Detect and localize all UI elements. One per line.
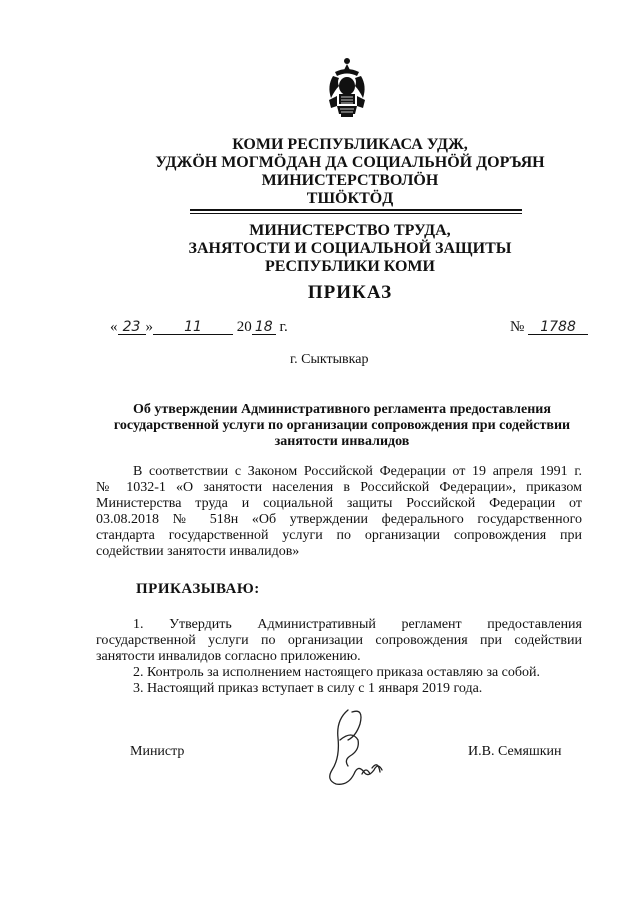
- signatory-name: И.В. Семяшкин: [468, 744, 562, 759]
- date-close-quote: »: [145, 319, 153, 335]
- date-year-prefix: 20: [236, 319, 252, 335]
- item-1-line-3: занятости инвалидов согласно приложению.: [96, 649, 361, 664]
- legal-basis-paragraph: [96, 464, 582, 560]
- order-items: [96, 617, 582, 697]
- order-date: [110, 319, 288, 336]
- header-komi-line-2: УДЖӦН МОГМӦДАН ДА СОЦИАЛЬНӦЙ ДОРЪЯН: [155, 154, 545, 171]
- handwritten-signature: [318, 700, 388, 790]
- komi-emblem-icon: [325, 56, 369, 118]
- date-year-suffix: 18: [252, 320, 276, 335]
- order-subject: [96, 402, 588, 450]
- item-3: 3. Настоящий приказ вступает в силу с 1 января 2019 года.: [133, 681, 483, 696]
- basis-line-6: содействии занятости инвалидов»: [96, 544, 300, 559]
- header-komi: [140, 136, 560, 208]
- item-1-line-1: 1. Утвердить Административный регламент предоставления: [133, 617, 582, 632]
- order-number: [510, 319, 588, 336]
- city: г. Сыктывкар: [290, 352, 369, 367]
- order-keyword: ПРИКАЗЫВАЮ:: [136, 581, 260, 597]
- item-2: 2. Контроль за исполнением настоящего приказа оставляю за собой.: [133, 665, 541, 680]
- basis-line-2: № 1032-1 «О занятости населения в Российской Федерации», приказом: [96, 480, 582, 495]
- header-divider-thick: [190, 209, 522, 211]
- header-komi-line-3: МИНИСТЕРСТВОЛӦН: [261, 172, 439, 189]
- header-ru-line-3: РЕСПУБЛИКИ КОМИ: [265, 258, 435, 275]
- number-label: №: [510, 319, 525, 335]
- subject-line-3: занятости инвалидов: [274, 434, 410, 449]
- header-komi-line-1: КОМИ РЕСПУБЛИКАСА УДЖ,: [232, 136, 468, 153]
- header-ru-line-2: ЗАНЯТОСТИ И СОЦИАЛЬНОЙ ЗАЩИТЫ: [188, 240, 512, 257]
- basis-line-4: 03.08.2018 № 518н «Об утверждении федерального государственного: [96, 512, 582, 527]
- basis-line-3: Министерства труда и социальной защиты Российской Федерации от: [96, 496, 582, 511]
- subject-line-1: Об утверждении Административного регламента предоставления: [133, 402, 551, 417]
- header-ru-line-1: МИНИСТЕРСТВО ТРУДА,: [249, 222, 451, 239]
- number-value: 1788: [528, 320, 588, 335]
- date-month: 11: [153, 320, 233, 335]
- basis-line-5: стандарта государственной услуги по организации сопровождения при: [96, 528, 582, 543]
- signatory-title: Министр: [130, 744, 185, 759]
- item-1-line-2: государственной услуги по организации сопровождения при содействии: [96, 633, 582, 648]
- date-suffix: г.: [279, 319, 288, 335]
- header-russian: [140, 222, 560, 276]
- header-divider-thin: [190, 213, 522, 214]
- header-komi-line-4: ТШӦКТӦД: [306, 190, 394, 207]
- document-title: ПРИКАЗ: [307, 282, 393, 303]
- date-open-quote: «: [110, 319, 118, 335]
- basis-line-1: В соответствии с Законом Российской Федерации от 19 апреля 1991 г.: [133, 464, 582, 479]
- subject-line-2: государственной услуги по организации сопровождения при содействии: [113, 418, 571, 433]
- date-day: 23: [118, 320, 146, 335]
